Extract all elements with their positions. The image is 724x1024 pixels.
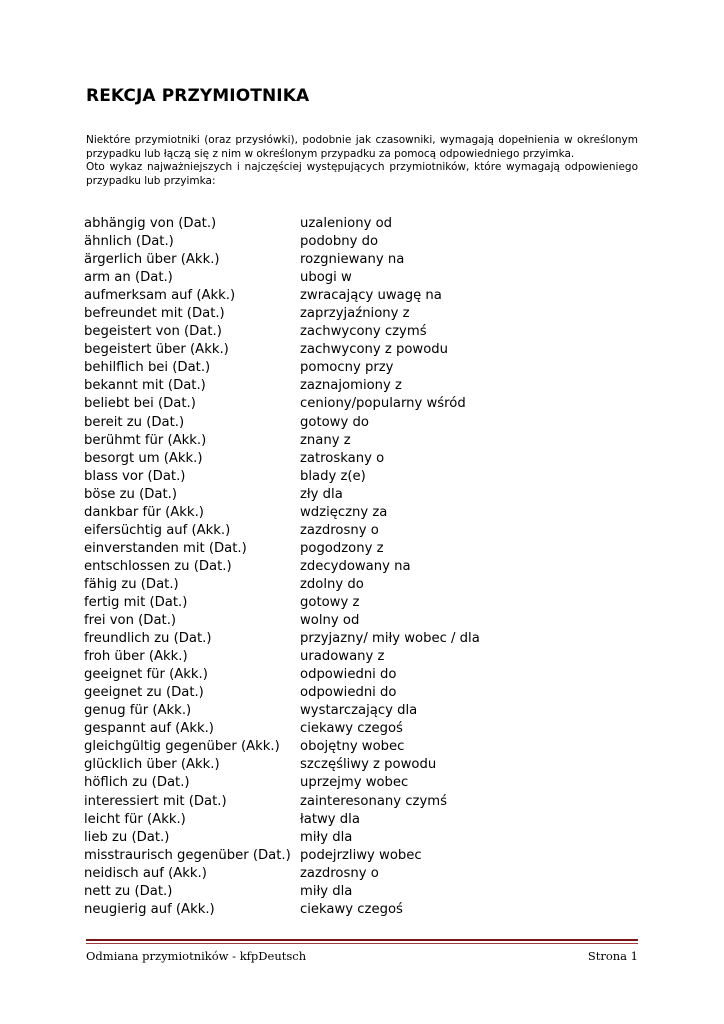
- list-item: [84, 793, 480, 811]
- list-item: [84, 576, 480, 594]
- list-item: [84, 829, 480, 847]
- list-item: [84, 540, 480, 558]
- german-adjective: fertig mit (Dat.): [84, 594, 188, 610]
- list-item: [84, 738, 480, 756]
- list-item: [84, 558, 480, 576]
- intro-text: [86, 134, 638, 188]
- german-adjective: freundlich zu (Dat.): [84, 631, 212, 647]
- polish-translation: zainteresonany czymś: [300, 793, 447, 809]
- polish-translation: łatwy dla: [300, 811, 360, 827]
- polish-translation: ubogi w: [300, 270, 352, 286]
- polish-translation: odpowiedni do: [300, 667, 397, 683]
- list-item: [84, 847, 480, 865]
- german-adjective: begeistert über (Akk.): [84, 342, 229, 358]
- adjective-list: [84, 215, 480, 919]
- german-adjective: behilflich bei (Dat.): [84, 360, 211, 376]
- polish-translation: zwracający uwagę na: [300, 288, 442, 304]
- polish-translation: miły dla: [300, 829, 353, 845]
- german-adjective: abhängig von (Dat.): [84, 216, 217, 231]
- polish-translation: ciekawy czegoś: [300, 901, 403, 917]
- list-item: [84, 414, 480, 432]
- polish-translation: gotowy do: [300, 414, 369, 430]
- german-adjective: geeignet zu (Dat.): [84, 685, 204, 701]
- list-item: [84, 522, 480, 540]
- polish-translation: pogodzony z: [300, 540, 384, 556]
- german-adjective: nett zu (Dat.): [84, 883, 173, 899]
- polish-translation: zazdrosny o: [300, 865, 379, 881]
- polish-translation: pomocny przy: [300, 360, 394, 376]
- polish-translation: szczęśliwy z powodu: [300, 757, 437, 773]
- german-adjective: entschlossen zu (Dat.): [84, 558, 232, 574]
- polish-translation: podobny do: [300, 234, 379, 250]
- list-item: [84, 233, 480, 251]
- german-adjective: bekannt mit (Dat.): [84, 378, 206, 394]
- list-item: [84, 811, 480, 829]
- list-item: [84, 341, 480, 359]
- polish-translation: zdolny do: [300, 576, 364, 592]
- list-item: [84, 865, 480, 883]
- german-adjective: frei von (Dat.): [84, 613, 177, 629]
- list-item: [84, 215, 480, 233]
- german-adjective: fähig zu (Dat.): [84, 576, 179, 592]
- footer-rule-thin: [86, 943, 638, 944]
- polish-translation: znany z: [300, 432, 351, 448]
- german-adjective: beliebt bei (Dat.): [84, 396, 196, 412]
- german-adjective: glücklich über (Akk.): [84, 757, 220, 773]
- german-adjective: lieb zu (Dat.): [84, 829, 170, 845]
- list-item: [84, 468, 480, 486]
- polish-translation: obojętny wobec: [300, 739, 405, 755]
- polish-translation: zachwycony z powodu: [300, 342, 449, 358]
- list-item: [84, 395, 480, 413]
- polish-translation: zaprzyjaźniony z: [300, 306, 410, 322]
- polish-translation: wdzięczny za: [300, 504, 388, 520]
- german-adjective: berühmt für (Akk.): [84, 432, 207, 448]
- list-item: [84, 287, 480, 305]
- list-item: [84, 323, 480, 341]
- polish-translation: miły dla: [300, 883, 353, 899]
- german-adjective: einverstanden mit (Dat.): [84, 540, 247, 556]
- list-item: [84, 666, 480, 684]
- list-item: [84, 450, 480, 468]
- list-item: [84, 648, 480, 666]
- page-title: REKCJA PRZYMIOTNIKA: [86, 86, 310, 106]
- list-item: [84, 702, 480, 720]
- polish-translation: uzaleniony od: [300, 216, 393, 231]
- intro-paragraph-1: Niektóre przymiotniki (oraz przysłówki), podobnie jak czasowniki, wymagają dopełnienia w określonym przypadku lub łączą się z nim w określonym przypadku za pomocą odpowiedniego przyimka.: [86, 134, 638, 160]
- polish-translation: odpowiedni do: [300, 685, 397, 701]
- list-item: [84, 486, 480, 504]
- list-item: [84, 612, 480, 630]
- polish-translation: gotowy z: [300, 594, 360, 610]
- polish-translation: zachwycony czymś: [300, 324, 427, 340]
- footer-title: Odmiana przymiotników - kfpDeutsch: [86, 949, 307, 963]
- polish-translation: rozgniewany na: [300, 252, 405, 268]
- list-item: [84, 251, 480, 269]
- polish-translation: uradowany z: [300, 649, 385, 665]
- german-adjective: neugierig auf (Akk.): [84, 901, 215, 917]
- german-adjective: interessiert mit (Dat.): [84, 793, 227, 809]
- german-adjective: ähnlich (Dat.): [84, 234, 174, 250]
- polish-translation: wystarczający dla: [300, 703, 418, 719]
- german-adjective: genug für (Akk.): [84, 703, 192, 719]
- list-item: [84, 504, 480, 522]
- polish-translation: ciekawy czegoś: [300, 721, 403, 737]
- page-number: Strona 1: [587, 949, 638, 963]
- polish-translation: ceniony/popularny wśród: [300, 396, 466, 412]
- german-adjective: blass vor (Dat.): [84, 468, 186, 484]
- german-adjective: begeistert von (Dat.): [84, 324, 222, 340]
- list-item: [84, 883, 480, 901]
- german-adjective: geeignet für (Akk.): [84, 667, 208, 683]
- polish-translation: blady z(e): [300, 468, 366, 484]
- german-adjective: eifersüchtig auf (Akk.): [84, 522, 231, 538]
- footer-rule: [86, 939, 638, 941]
- list-item: [84, 774, 480, 792]
- german-adjective: leicht für (Akk.): [84, 811, 186, 827]
- list-item: [84, 630, 480, 648]
- list-item: [84, 720, 480, 738]
- german-adjective: dankbar für (Akk.): [84, 504, 204, 520]
- german-adjective: neidisch auf (Akk.): [84, 865, 207, 881]
- intro-paragraph-2: Oto wykaz najważniejszych i najczęściej występujących przymiotników, które wymagają odpowieniego przypadku lub przyimka:: [86, 161, 638, 187]
- list-item: [84, 377, 480, 395]
- german-adjective: böse zu (Dat.): [84, 486, 177, 502]
- german-adjective: besorgt um (Akk.): [84, 450, 203, 466]
- german-adjective: gleichgültig gegenüber (Akk.): [84, 739, 280, 755]
- german-adjective: befreundet mit (Dat.): [84, 306, 225, 322]
- polish-translation: zdecydowany na: [300, 558, 411, 574]
- list-item: [84, 269, 480, 287]
- polish-translation: zaznajomiony z: [300, 378, 402, 394]
- polish-translation: zły dla: [300, 486, 343, 502]
- german-adjective: misstraurisch gegenüber (Dat.): [84, 847, 291, 863]
- polish-translation: zazdrosny o: [300, 522, 379, 538]
- list-item: [84, 756, 480, 774]
- german-adjective: gespannt auf (Akk.): [84, 721, 214, 737]
- german-adjective: froh über (Akk.): [84, 649, 188, 665]
- list-item: [84, 901, 480, 919]
- list-item: [84, 684, 480, 702]
- list-item: [84, 359, 480, 377]
- polish-translation: podejrzliwy wobec: [300, 847, 422, 863]
- german-adjective: ärgerlich über (Akk.): [84, 252, 220, 268]
- polish-translation: zatroskany o: [300, 450, 385, 466]
- list-item: [84, 594, 480, 612]
- list-item: [84, 305, 480, 323]
- polish-translation: przyjazny/ miły wobec / dla: [300, 631, 480, 647]
- list-item: [84, 432, 480, 450]
- german-adjective: arm an (Dat.): [84, 270, 173, 286]
- polish-translation: wolny od: [300, 613, 360, 629]
- polish-translation: uprzejmy wobec: [300, 775, 409, 791]
- german-adjective: höflich zu (Dat.): [84, 775, 190, 791]
- german-adjective: aufmerksam auf (Akk.): [84, 288, 236, 304]
- german-adjective: bereit zu (Dat.): [84, 414, 185, 430]
